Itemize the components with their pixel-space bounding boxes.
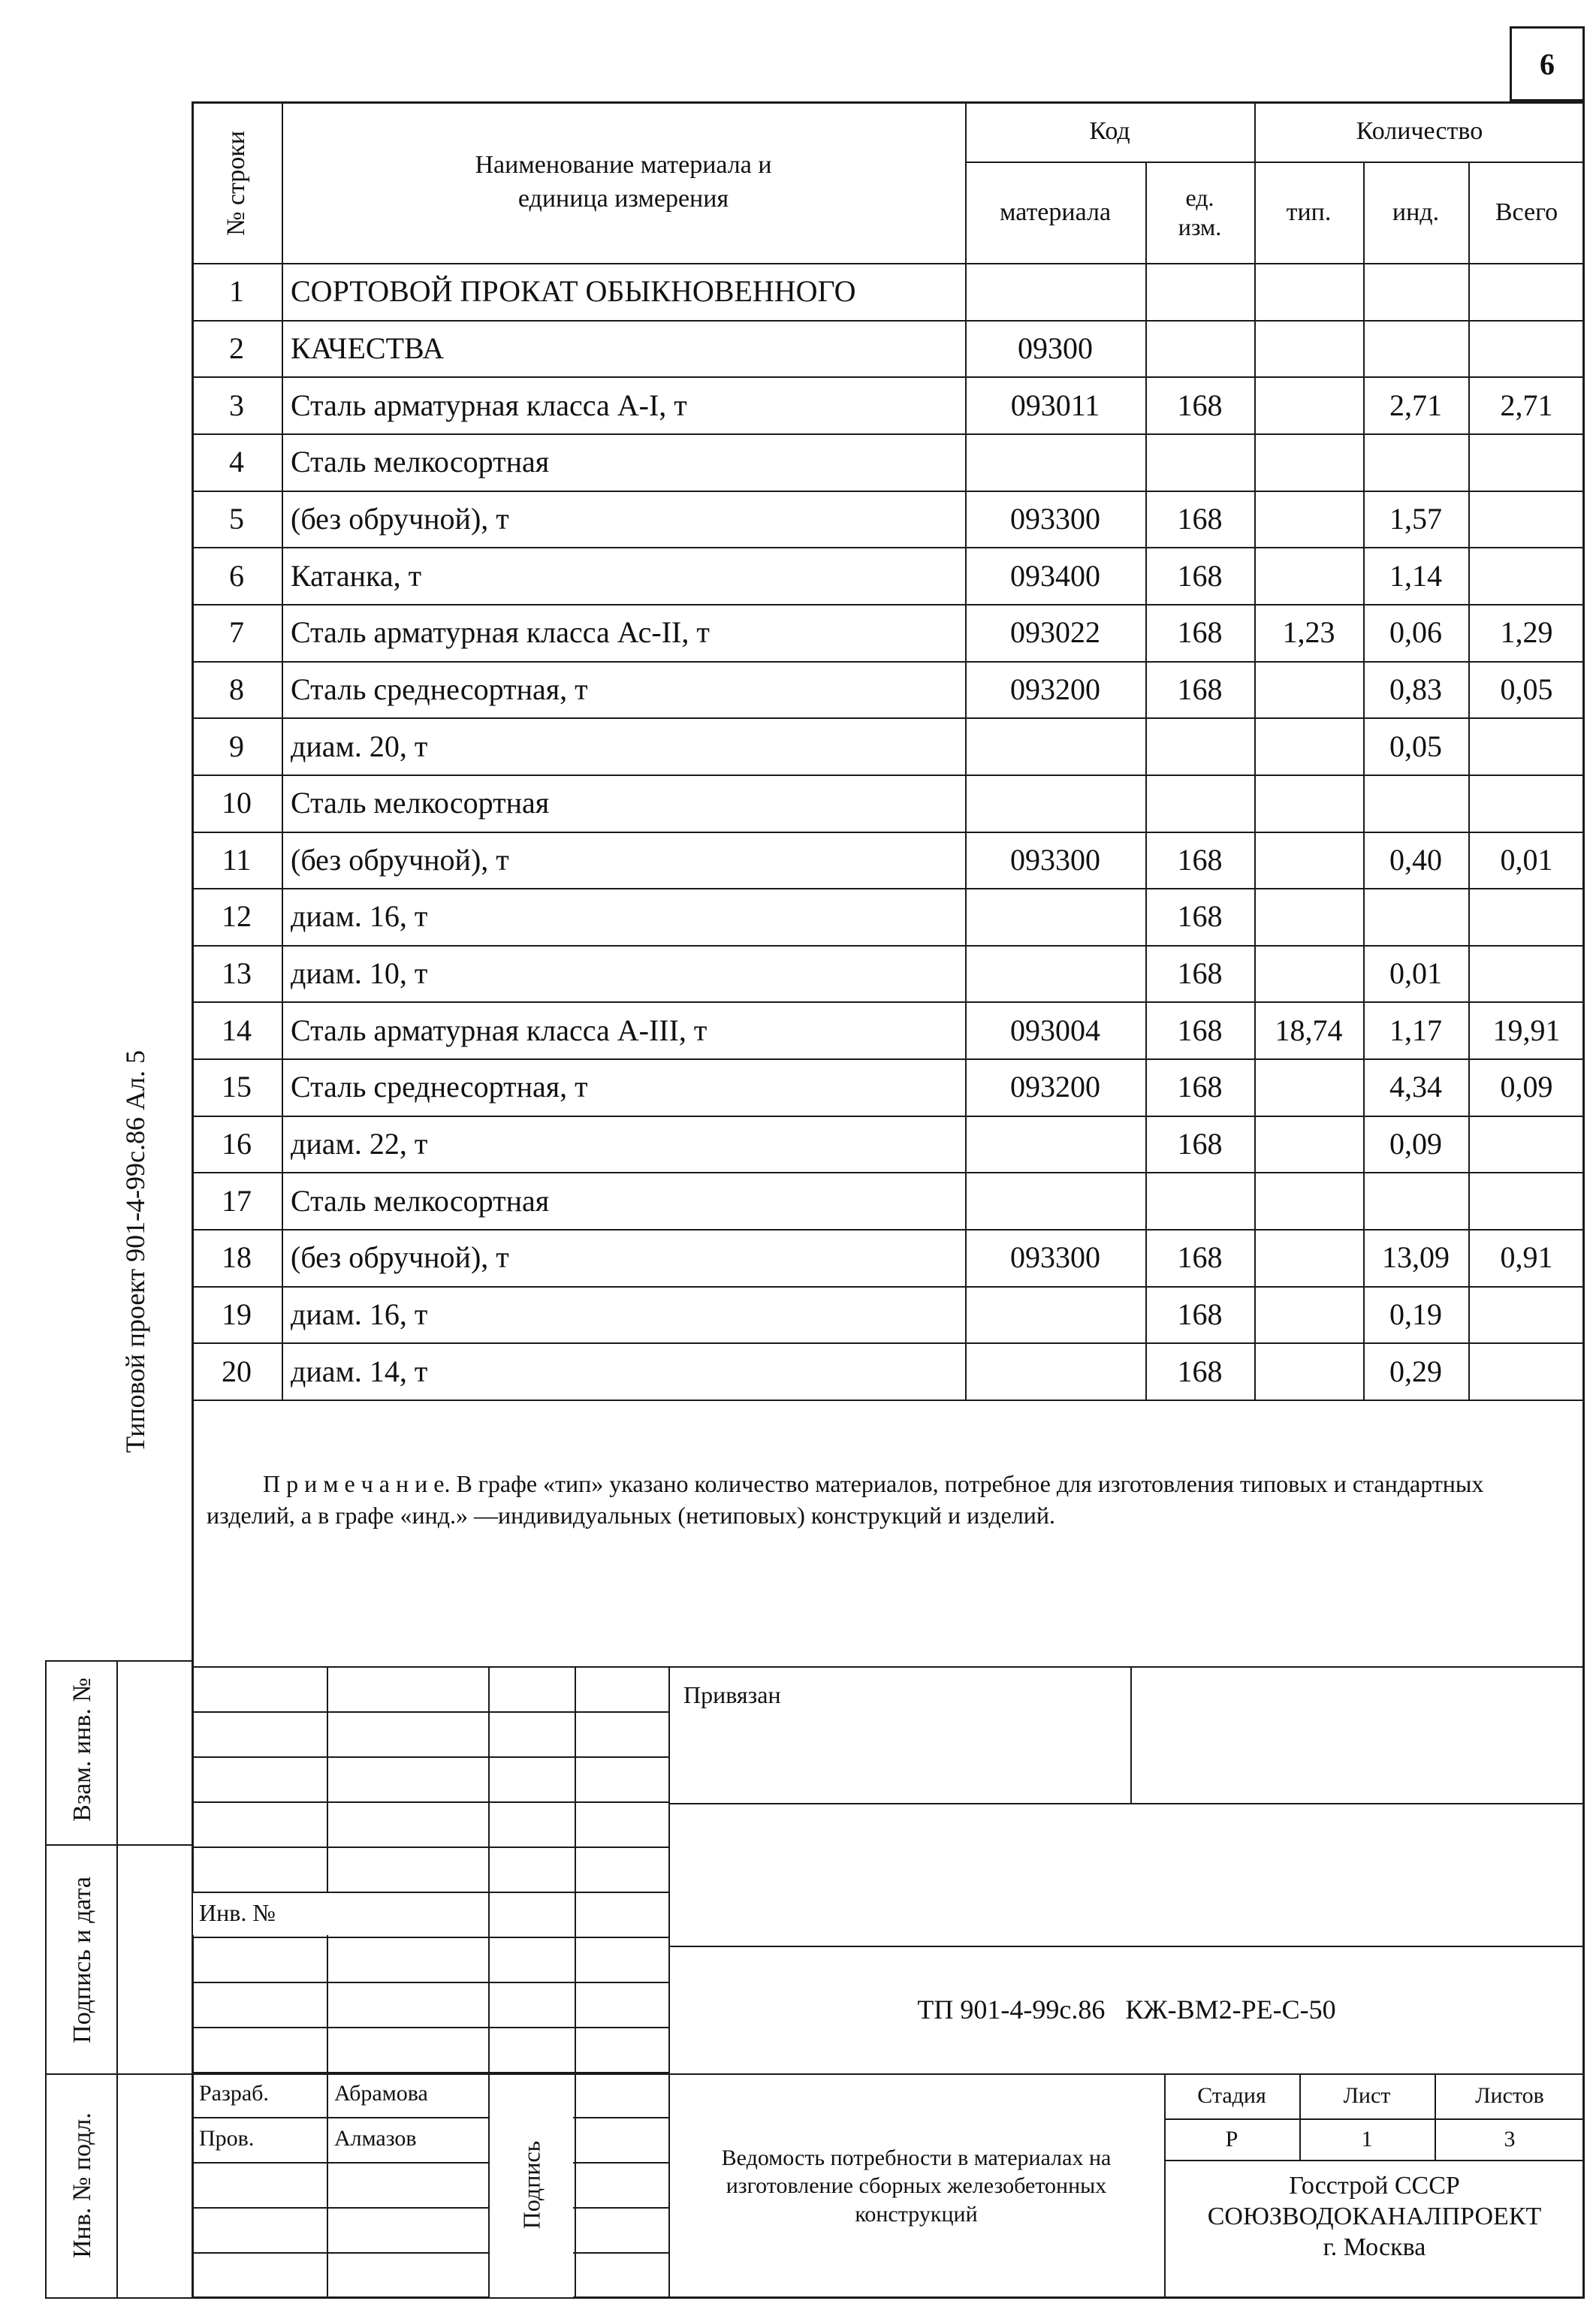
table-row (192, 320, 1585, 377)
header-qty-ind: инд. (1392, 198, 1440, 226)
side-label: Типовой проект 901-4-99с.86 Ал. 5 (120, 1050, 150, 1453)
qty-total (1468, 945, 1585, 1002)
header-qty-typ: тип. (1286, 198, 1332, 226)
row-number: 12 (222, 899, 252, 934)
qty-total: 0,05 (1500, 672, 1553, 706)
header-kod-material: материала (999, 198, 1112, 226)
material-name: (без обручной), т (291, 842, 509, 877)
qty-ind: 1,17 (1389, 1013, 1442, 1047)
page-number-box (1510, 26, 1585, 101)
qty-total (1468, 547, 1585, 604)
qty-total (1468, 775, 1585, 832)
qty-typ (1254, 1116, 1363, 1173)
material-code: 093022 (1010, 615, 1100, 650)
material-code: 093011 (1010, 388, 1100, 422)
side-vzam: Взам. инв. № (68, 1677, 96, 1822)
table-row (192, 433, 1585, 491)
row-number: 18 (222, 1240, 252, 1275)
qty-typ (1254, 376, 1363, 433)
side-inv: Инв. № подл. (68, 2112, 96, 2258)
unit-code: 168 (1177, 842, 1223, 877)
qty-ind: 13,09 (1382, 1240, 1450, 1275)
qty-ind: 4,34 (1389, 1070, 1442, 1104)
side-podpis: Подпись и дата (68, 1877, 96, 2043)
unit-code: 168 (1177, 1070, 1223, 1104)
row-number: 6 (229, 558, 244, 593)
listov-value: 3 (1504, 2126, 1516, 2151)
unit-code (1145, 263, 1254, 320)
qty-ind: 0,09 (1389, 1127, 1442, 1161)
qty-typ: 18,74 (1275, 1013, 1343, 1047)
table-row (192, 1116, 1585, 1173)
materials-table (192, 101, 1585, 1401)
table-row (192, 1342, 1585, 1400)
unit-code: 168 (1177, 899, 1223, 934)
material-code: 093200 (1010, 1070, 1100, 1104)
unit-code: 168 (1177, 558, 1223, 593)
row-number: 10 (222, 786, 252, 820)
header-qty-total: Всего (1495, 198, 1558, 226)
qty-typ (1254, 1058, 1363, 1116)
unit-code (1145, 433, 1254, 491)
qty-total: 1,29 (1500, 615, 1553, 650)
qty-typ (1254, 775, 1363, 832)
unit-code: 168 (1177, 1297, 1223, 1331)
table-row (192, 717, 1585, 775)
qty-typ (1254, 491, 1363, 548)
organization (1164, 2171, 1585, 2263)
table-row (192, 1229, 1585, 1286)
material-name: Сталь среднесортная, т (291, 1070, 588, 1104)
qty-ind: 1,14 (1389, 558, 1442, 593)
material-code: 093300 (1010, 501, 1100, 536)
row-number: 3 (229, 388, 244, 422)
unit-code (1145, 775, 1254, 832)
material-name: Сталь арматурная класса А-I, т (291, 388, 687, 422)
org-line-1: Госстрой СССР (1289, 2172, 1460, 2200)
material-code (965, 433, 1145, 491)
unit-code: 168 (1177, 501, 1223, 536)
table-row (192, 832, 1585, 889)
qty-ind: 2,71 (1389, 388, 1442, 422)
inv-no-label: Инв. № (199, 1899, 276, 1926)
row-number: 14 (222, 1013, 252, 1047)
title-block (45, 1660, 1585, 2299)
unit-code (1145, 1172, 1254, 1229)
material-name: Сталь арматурная класса Ас-II, т (291, 615, 710, 650)
qty-total (1468, 1342, 1585, 1400)
material-code: 09300 (1018, 331, 1093, 365)
table-row (192, 376, 1585, 433)
stadiya-value: Р (1225, 2126, 1238, 2151)
qty-ind (1363, 775, 1468, 832)
material-code (965, 1172, 1145, 1229)
material-name: Сталь среднесортная, т (291, 672, 588, 706)
qty-typ (1254, 263, 1363, 320)
material-code: 093004 (1010, 1013, 1100, 1047)
material-name: Катанка, т (291, 558, 422, 593)
material-name: диам. 20, т (291, 729, 428, 763)
material-name: (без обручной), т (291, 1240, 509, 1275)
material-name: КАЧЕСТВА (291, 331, 445, 365)
qty-total (1468, 1116, 1585, 1173)
material-code (965, 1286, 1145, 1343)
table-row (192, 263, 1585, 320)
qty-ind (1363, 263, 1468, 320)
header-qty: Количество (1356, 117, 1483, 145)
header-name: Наименование материала и единица измерения (475, 151, 772, 213)
razrab-name: Абрамова (334, 2081, 428, 2106)
table-row (192, 491, 1585, 548)
material-code: 093400 (1010, 558, 1100, 593)
row-number: 2 (229, 331, 244, 365)
qty-total: 0,09 (1500, 1070, 1553, 1104)
table-row (192, 1001, 1585, 1058)
material-name: СОРТОВОЙ ПРОКАТ ОБЫКНОВЕННОГО (291, 274, 856, 309)
material-code (965, 263, 1145, 320)
header-kod-unit: ед. изм. (1178, 184, 1222, 240)
table-row (192, 1286, 1585, 1343)
list-label: Лист (1343, 2083, 1391, 2108)
material-name: (без обручной), т (291, 501, 509, 536)
header-row-no: № строки (222, 130, 250, 237)
material-code: 093300 (1010, 842, 1100, 877)
material-code (965, 888, 1145, 945)
material-name: диам. 10, т (291, 956, 428, 991)
qty-total (1468, 1172, 1585, 1229)
page-number: 6 (1540, 47, 1555, 81)
row-number: 9 (229, 729, 244, 763)
org-line-3: г. Москва (1323, 2233, 1426, 2261)
qty-total: 0,01 (1500, 842, 1553, 877)
qty-total (1468, 320, 1585, 377)
unit-code: 168 (1177, 672, 1223, 706)
podpis-label: Подпись (517, 2140, 545, 2230)
row-number: 11 (222, 842, 252, 877)
row-number: 19 (222, 1297, 252, 1331)
qty-ind: 0,01 (1389, 956, 1442, 991)
table-row (192, 888, 1585, 945)
material-name: Сталь мелкосортная (291, 445, 550, 479)
doc-code: ТП 901-4-99с.86 КЖ-ВМ2-РЕ-С-50 (917, 1994, 1336, 2025)
qty-typ (1254, 661, 1363, 718)
qty-typ: 1,23 (1282, 615, 1335, 650)
material-code (965, 775, 1145, 832)
qty-typ (1254, 433, 1363, 491)
qty-typ (1254, 547, 1363, 604)
qty-ind (1363, 888, 1468, 945)
razrab-label: Разраб. (199, 2081, 269, 2106)
unit-code: 168 (1177, 1127, 1223, 1161)
row-number: 7 (229, 615, 244, 650)
prov-label: Пров. (199, 2126, 255, 2151)
qty-typ (1254, 945, 1363, 1002)
qty-ind: 0,29 (1389, 1354, 1442, 1388)
qty-total: 0,91 (1500, 1240, 1553, 1275)
qty-ind: 0,40 (1389, 842, 1442, 877)
material-name: диам. 16, т (291, 899, 428, 934)
note-text: В графе «тип» указано количество материалов, потребное для изготовления типовых и стандартных изделий, а в графе «инд.» —индивидуальных (нетиповых) конструкций и изделий. (207, 1470, 1484, 1529)
row-number: 20 (222, 1354, 252, 1388)
material-code: 093300 (1010, 1240, 1100, 1275)
row-number: 15 (222, 1070, 252, 1104)
qty-typ (1254, 1286, 1363, 1343)
qty-ind: 0,06 (1389, 615, 1442, 650)
qty-total (1468, 1286, 1585, 1343)
qty-typ (1254, 1172, 1363, 1229)
row-number: 17 (222, 1183, 252, 1218)
row-number: 4 (229, 445, 244, 479)
material-name: Сталь арматурная класса А-III, т (291, 1013, 707, 1047)
table-row (192, 945, 1585, 1002)
unit-code: 168 (1177, 388, 1223, 422)
material-name: Сталь мелкосортная (291, 1183, 550, 1218)
qty-typ (1254, 1342, 1363, 1400)
qty-typ (1254, 832, 1363, 889)
qty-total (1468, 433, 1585, 491)
material-code (965, 1116, 1145, 1173)
row-number: 8 (229, 672, 244, 706)
qty-typ (1254, 320, 1363, 377)
unit-code: 168 (1177, 1240, 1223, 1275)
row-number: 13 (222, 956, 252, 991)
qty-typ (1254, 717, 1363, 775)
row-number: 16 (222, 1127, 252, 1161)
table-row (192, 1058, 1585, 1116)
qty-ind: 0,19 (1389, 1297, 1442, 1331)
row-number: 1 (229, 274, 244, 309)
unit-code: 168 (1177, 1013, 1223, 1047)
unit-code (1145, 320, 1254, 377)
qty-total (1468, 717, 1585, 775)
qty-ind (1363, 433, 1468, 491)
qty-total (1468, 263, 1585, 320)
qty-ind (1363, 320, 1468, 377)
material-code: 093200 (1010, 672, 1100, 706)
material-code (965, 1342, 1145, 1400)
material-code (965, 945, 1145, 1002)
qty-ind: 1,57 (1389, 501, 1442, 536)
qty-total (1468, 491, 1585, 548)
unit-code: 168 (1177, 1354, 1223, 1388)
doc-title: Ведомость потребности в материалах на изготовление сборных железобетонных конструкций (721, 2145, 1112, 2227)
list-value: 1 (1361, 2126, 1373, 2151)
qty-ind (1363, 1172, 1468, 1229)
prov-name: Алмазов (334, 2126, 417, 2151)
table-row (192, 775, 1585, 832)
table-row (192, 661, 1585, 718)
privyazan-label: Привязан (683, 1681, 781, 1708)
header-kod: Код (1089, 117, 1130, 145)
row-number: 5 (229, 501, 244, 536)
listov-label: Листов (1475, 2083, 1544, 2108)
table-row (192, 1172, 1585, 1229)
unit-code: 168 (1177, 615, 1223, 650)
material-name: диам. 22, т (291, 1127, 428, 1161)
qty-total (1468, 888, 1585, 945)
material-code (965, 717, 1145, 775)
table-row (192, 547, 1585, 604)
unit-code (1145, 717, 1254, 775)
table-body (192, 263, 1585, 1400)
qty-typ (1254, 888, 1363, 945)
material-name: Сталь мелкосортная (291, 786, 550, 820)
unit-code: 168 (1177, 956, 1223, 991)
stadiya-label: Стадия (1197, 2083, 1266, 2108)
table-row (192, 604, 1585, 661)
qty-total: 19,91 (1492, 1013, 1561, 1047)
material-name: диам. 14, т (291, 1354, 428, 1388)
qty-ind: 0,83 (1389, 672, 1442, 706)
qty-ind: 0,05 (1389, 729, 1442, 763)
qty-typ (1254, 1229, 1363, 1286)
note-lead: П р и м е ч а н и е. (263, 1470, 451, 1497)
material-name: диам. 16, т (291, 1297, 428, 1331)
note (207, 1469, 1570, 1531)
qty-total: 2,71 (1500, 388, 1553, 422)
org-line-2: СОЮЗВОДОКАНАЛПРОЕКТ (1207, 2202, 1542, 2230)
